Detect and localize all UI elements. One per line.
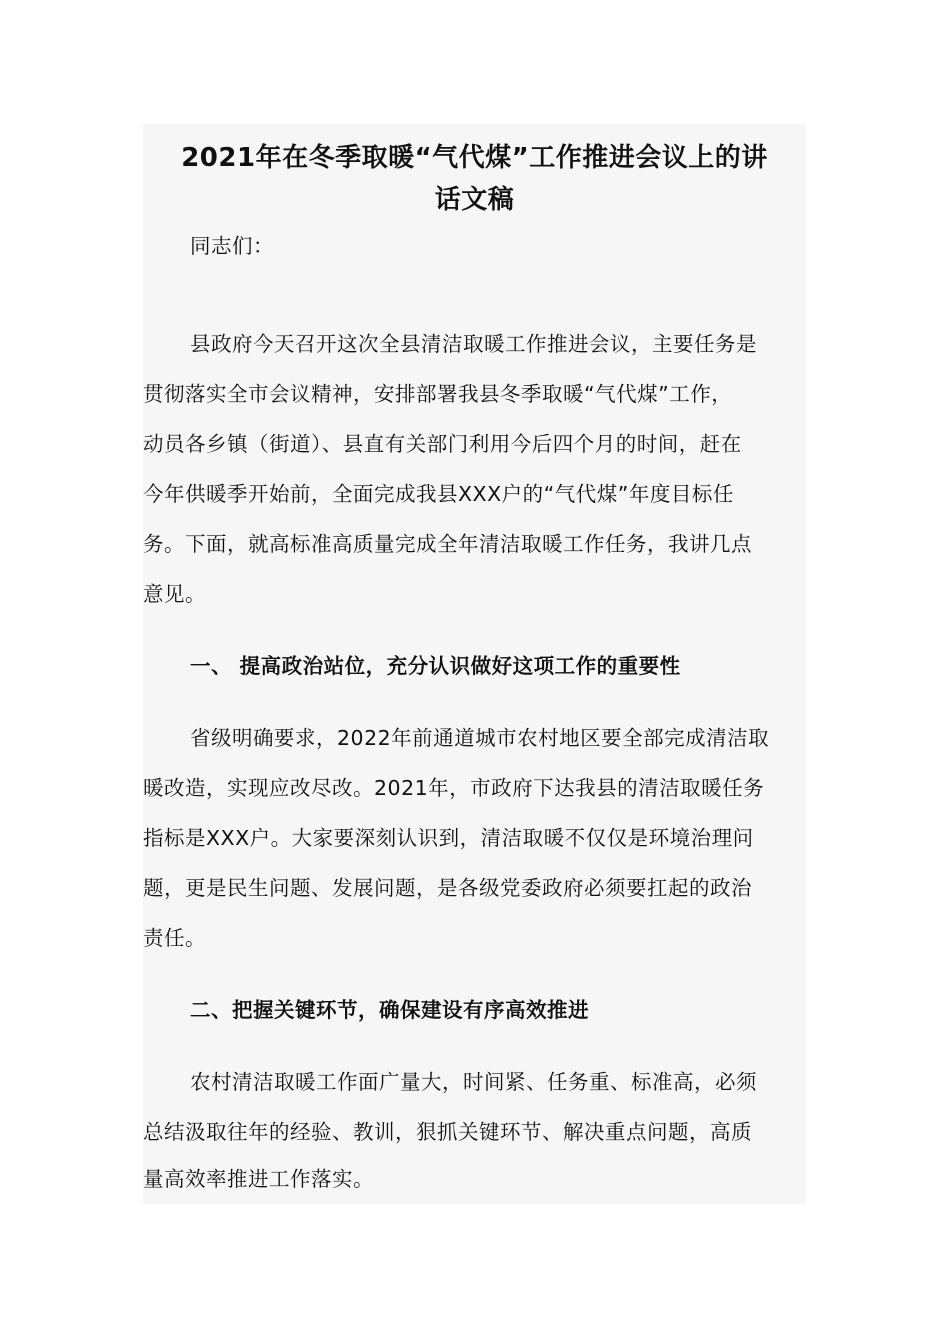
salutation: 同志们：: [190, 234, 274, 258]
section-1-line: 暖改造，实现应改尽改。2021年，市政府下达我县的清洁取暖任务: [143, 776, 765, 800]
document-title-line-1: 2021年在冬季取暖“气代煤”工作推进会议上的讲: [181, 143, 768, 173]
intro-line: 县政府今天召开这次全县清洁取暖工作推进会议，主要任务是: [190, 332, 757, 356]
document-page: [143, 124, 806, 1204]
section-2-line: 量高效率推进工作落实。: [143, 1167, 374, 1191]
section-1-line: 题，更是民生问题、发展问题，是各级党委政府必须要扛起的政治: [143, 876, 752, 900]
intro-line: 意见。: [143, 582, 206, 606]
document-title-line-2: 话文稿: [434, 185, 515, 215]
intro-line: 贯彻落实全市会议精神，安排部署我县冬季取暖“气代煤”工作，: [143, 382, 733, 406]
section-2-line: 农村清洁取暖工作面广量大，时间紧、任务重、标准高，必须: [190, 1070, 757, 1094]
section-2-heading: 二、把握关键环节，确保建设有序高效推进: [190, 998, 589, 1022]
intro-line: 今年供暖季开始前，全面完成我县XXX户的“气代煤”年度目标任: [143, 482, 734, 506]
section-1-line: 责任。: [143, 926, 206, 950]
section-1-heading: 一、 提高政治站位，充分认识做好这项工作的重要性: [190, 654, 681, 678]
section-2-line: 总结汲取往年的经验、教训，狠抓关键环节、解决重点问题，高质: [143, 1120, 752, 1144]
intro-line: 务。下面，就高标准高质量完成全年清洁取暖工作任务，我讲几点: [143, 532, 752, 556]
section-1-line: 省级明确要求，2022年前通道城市农村地区要全部完成清洁取: [190, 726, 770, 750]
intro-line: 动员各乡镇（街道）、县直有关部门利用今后四个月的时间，赶在: [143, 432, 742, 456]
section-1-line: 指标是XXX户。大家要深刻认识到，清洁取暖不仅仅是环境治理问: [143, 826, 754, 850]
